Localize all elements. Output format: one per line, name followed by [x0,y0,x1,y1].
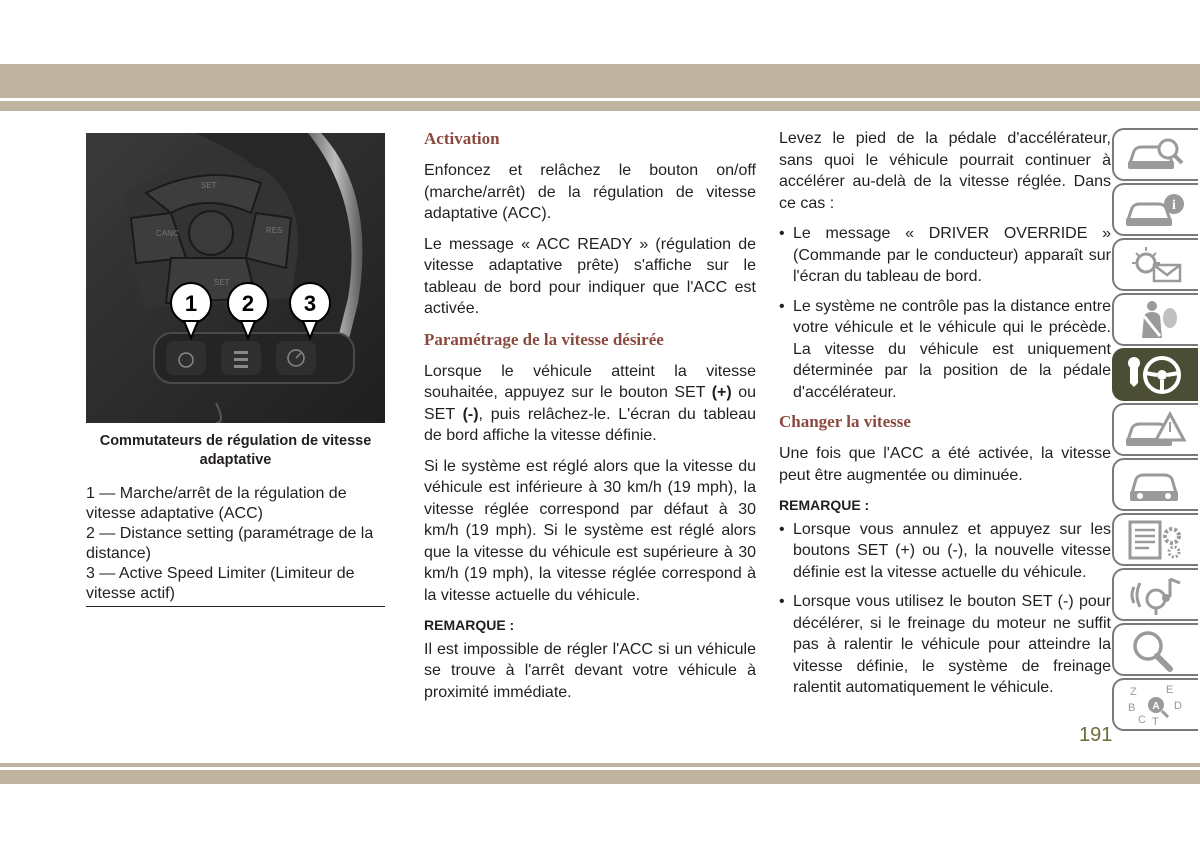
alphabet-index-icon [1124,683,1188,727]
set-minus-label: SET [214,278,230,287]
car-magnifier-icon [1124,133,1188,177]
list-item: • Lorsque vous utilisez le bouton SET (-) pour décélérer, si le freinage du moteur ne suffit pas à ralentir le véhicule pour atteindre la vitesse définie, le système de freinage ralentit automatiquement le véhicule. [779,591,1111,699]
tab-multimedia[interactable] [1112,568,1198,621]
paragraph-remark: Il est impossible de régler l'ACC si un véhicule se trouve à l'arrêt devant votre véhicule à proximité immédiate. [424,640,756,701]
svg-text:Z: Z [1130,685,1137,698]
svg-text:C: C [1138,713,1146,726]
figure-caption-list [86,484,385,604]
search-icon [1124,628,1188,672]
caption-item-1: 1 — Marche/arrêt de la régulation de vitesse adaptative (ACC) [86,485,347,522]
paragraph-accelerator: Levez le pied de la pédale d'accélérateur, sans quoi le véhicule pourrait continuer à accélérer au-delà de la vitesse réglée. Dans ce cas : [779,130,1111,212]
car-info-icon [1124,188,1188,232]
heading-activation: Activation [424,129,500,148]
header-rule [0,101,1200,111]
svg-text:1: 1 [184,291,198,316]
car-warning-triangle-icon [1124,408,1188,452]
tab-car-info[interactable] [1112,183,1198,236]
footer-rule [0,763,1200,767]
tab-safety[interactable] [1112,293,1198,346]
caption-divider [86,606,385,607]
svg-text:3: 3 [303,291,317,316]
svg-text:i: i [1172,197,1176,213]
steering-wheel-switch-figure [86,133,385,423]
specifications-gear-icon [1124,518,1188,562]
steering-wheel-key-icon [1124,353,1188,397]
tab-warning-lights[interactable] [1112,238,1198,291]
tab-emergency[interactable] [1112,403,1198,456]
car-service-icon [1124,463,1188,507]
bullet-list-remark [779,519,1111,699]
svg-text:B: B [1128,701,1136,714]
paragraph-acc-ready: Le message « ACC READY » (régulation de vitesse adaptative prête) s'affiche sur le tableau de bord pour indiquer que l'ACC est activée. [424,235,756,317]
paragraph-change-speed: Une fois que l'ACC a été activée, la vitesse peut être augmentée ou diminuée. [779,445,1111,484]
paragraph-activation: Enfoncez et relâchez le bouton on/off (marche/arrêt) de la régulation de vitesse adaptative (ACC). [424,162,756,222]
text-column-1 [424,128,756,712]
list-item: • Le système ne contrôle pas la distance entre votre véhicule et le véhicule qui le précède. La vitesse du véhicule est uniquement déterminée par la position de la pédale d'accélérateur. [779,296,1111,404]
set-plus-label: SET [201,181,217,190]
header-band [0,64,1200,98]
caption-item-3: 3 — Active Speed Limiter (Limiteur de vitesse actif) [86,565,355,602]
canc-label: CANC [156,229,179,238]
text-column-2 [779,128,1111,707]
bullet-list-override [779,223,1111,403]
svg-text:T: T [1152,715,1159,727]
steering-wheel-switch-illustration [86,133,385,423]
seatbelt-airbag-icon [1124,298,1188,342]
caption-item-2: 2 — Distance setting (paramétrage de la distance) [86,525,374,562]
tab-car-magnifier[interactable] [1112,128,1198,181]
svg-text:A: A [1152,700,1160,712]
svg-text:2: 2 [241,291,255,316]
remark-label: REMARQUE : [424,617,515,633]
paragraph-default-speed: Si le système est réglé alors que la vitesse du véhicule est inférieure à 30 km/h (19 mph), la vitesse réglée correspond par défaut à 30 km/h (19 mph). Si le système est réglé alors que la vitesse du véhicule est supérieure à 30 km/h (19 mph), la vitesse réglée correspond à la vitesse actuelle du véhicule. [424,457,756,604]
warning-light-mail-icon [1124,243,1188,287]
heading-set-speed: Paramétrage de la vitesse désirée [424,329,664,349]
remark-label: REMARQUE : [779,497,870,513]
tab-starting-driving[interactable] [1112,348,1198,401]
tab-index[interactable] [1112,678,1198,731]
tab-maintenance[interactable] [1112,458,1198,511]
paragraph-set-speed: Lorsque le véhicule atteint la vitesse souhaitée, appuyez sur le bouton SET (+) ou SET (-), puis relâchez-le. L'écran du tableau de bord affiche la vitesse définie. [424,362,756,444]
footer-band [0,770,1200,784]
figure-caption-title: Commutateurs de régulation de vitesse adaptative [99,433,372,468]
res-label: RES [266,226,283,235]
page-number: 191 [1079,724,1113,746]
heading-change-speed: Changer la vitesse [779,412,911,431]
svg-text:E: E [1166,683,1174,696]
tab-specifications[interactable] [1112,513,1198,566]
list-item: • Le message « DRIVER OVERRIDE » (Commande par le conducteur) apparaît sur l'écran du tableau de bord. [779,223,1111,288]
svg-text:D: D [1174,699,1182,712]
tab-search[interactable] [1112,623,1198,676]
list-item: • Lorsque vous annulez et appuyez sur les boutons SET (+) ou (-), la nouvelle vitesse définie est la vitesse actuelle du véhicule. [779,519,1111,584]
multimedia-music-icon [1124,573,1188,617]
